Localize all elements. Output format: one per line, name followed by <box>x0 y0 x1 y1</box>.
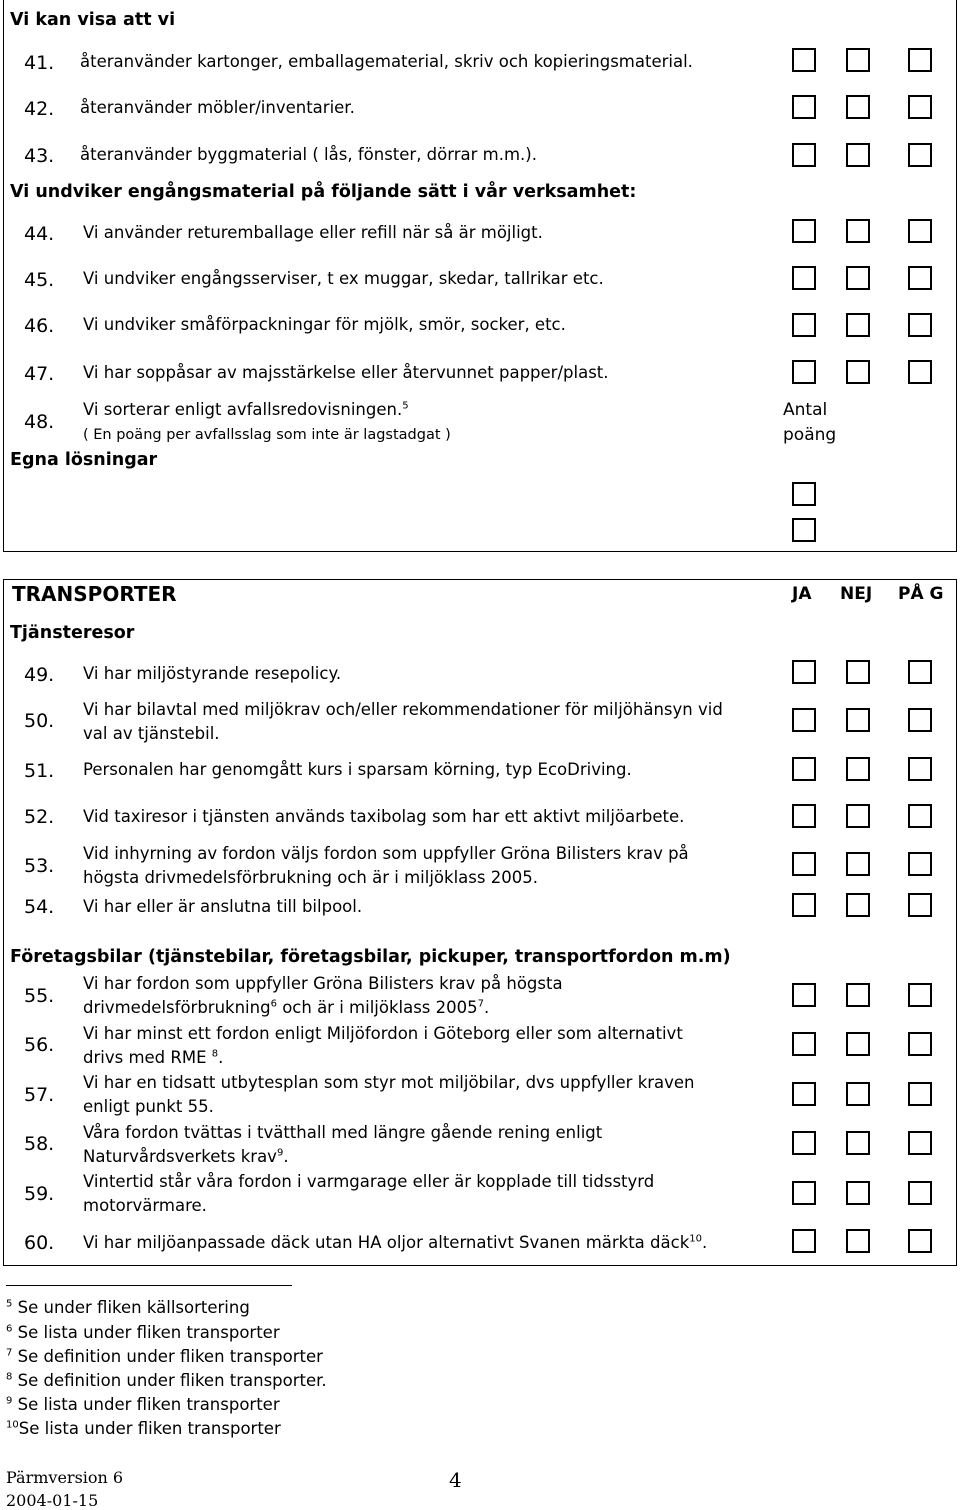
footnote-ref: 6 <box>270 998 277 1010</box>
checkbox-nej[interactable] <box>846 893 870 917</box>
checkbox-nej[interactable] <box>846 360 870 384</box>
checkbox-nej[interactable] <box>846 1032 870 1056</box>
footnote-text: Se under fliken källsortering <box>12 1298 250 1317</box>
item-text: Vi har fordon som uppfyller Gröna Bilisters krav på högsta <box>83 974 563 993</box>
points-label: poäng <box>783 425 837 445</box>
text-part: . <box>702 1233 708 1252</box>
item-number: 60. <box>24 1232 55 1254</box>
checkbox-pa-g[interactable] <box>908 983 932 1007</box>
footnote-text: Se lista under fliken transporter <box>12 1395 280 1414</box>
checkbox-nej[interactable] <box>846 1181 870 1205</box>
checkbox-pa-g[interactable] <box>908 757 932 781</box>
item-number: 56. <box>24 1034 55 1056</box>
item-number: 47. <box>24 363 55 385</box>
item-text: Personalen har genomgått kurs i sparsam körning, typ EcoDriving. <box>83 760 632 779</box>
item-number: 45. <box>24 269 55 291</box>
text-part: drivmedelsförbrukning <box>83 998 271 1017</box>
checkbox-pa-g[interactable] <box>908 1229 932 1253</box>
checkbox-ja[interactable] <box>792 708 816 732</box>
column-header-ja: JA <box>792 584 812 604</box>
checkbox-ja[interactable] <box>792 360 816 384</box>
item-number: 50. <box>24 710 55 732</box>
checkbox-pa-g[interactable] <box>908 1032 932 1056</box>
checkbox-ja[interactable] <box>792 804 816 828</box>
text-part: . <box>484 998 490 1017</box>
text-part: Naturvårdsverkets krav <box>83 1147 277 1166</box>
checkbox-ja[interactable] <box>792 893 816 917</box>
item-number: 46. <box>24 315 55 337</box>
text-part: . <box>283 1147 289 1166</box>
item-text: högsta drivmedelsförbrukning och är i miljöklass 2005. <box>83 868 538 887</box>
item-text: Vi har minst ett fordon enligt Miljöfordon i Göteborg eller som alternativt <box>83 1024 683 1043</box>
points-label: Antal <box>783 400 828 420</box>
checkbox-ja[interactable] <box>792 95 816 119</box>
checkbox-pa-g[interactable] <box>908 1181 932 1205</box>
item-number: 53. <box>24 855 55 877</box>
checkbox-pa-g[interactable] <box>908 266 932 290</box>
checkbox-pa-g[interactable] <box>908 893 932 917</box>
checkbox-ja[interactable] <box>792 852 816 876</box>
footnote-number: 6 <box>6 1323 13 1335</box>
checkbox-ja[interactable] <box>792 1032 816 1056</box>
checkbox-pa-g[interactable] <box>908 95 932 119</box>
checkbox-nej[interactable] <box>846 266 870 290</box>
checkbox-ja[interactable] <box>792 1181 816 1205</box>
checkbox-nej[interactable] <box>846 219 870 243</box>
footnote-ref: 5 <box>402 400 409 412</box>
item-number: 44. <box>24 223 55 245</box>
checkbox-nej[interactable] <box>846 804 870 828</box>
footnote-ref: 10 <box>689 1233 702 1245</box>
item-text <box>83 398 409 422</box>
subheading: Företagsbilar (tjänstebilar, företagsbilar, pickuper, transportfordon m.m) <box>10 947 731 967</box>
item-text: Vi har en tidsatt utbytesplan som styr mot miljöbilar, dvs uppfyller kraven <box>83 1073 695 1092</box>
text-part: drivs med RME <box>83 1048 212 1067</box>
item-number: 54. <box>24 896 55 918</box>
item-text <box>83 1231 707 1255</box>
footnote-ref: 7 <box>477 998 485 1010</box>
item-number: 41. <box>24 52 55 74</box>
item-text: Vi använder returemballage eller refill när så är möjligt. <box>83 223 543 242</box>
checkbox-ja[interactable] <box>792 143 816 167</box>
item-text: Vintertid står våra fordon i varmgarage eller är kopplade till tidsstyrd <box>83 1172 655 1191</box>
checkbox-pa-g[interactable] <box>908 708 932 732</box>
checkbox-pa-g[interactable] <box>908 660 932 684</box>
item-number: 43. <box>24 145 55 167</box>
section-heading: TRANSPORTER <box>12 582 177 606</box>
checkbox-own-solution[interactable] <box>792 482 816 506</box>
checkbox-nej[interactable] <box>846 48 870 72</box>
column-header-pa-g: PÅ G <box>898 584 944 604</box>
version-label: Pärmversion 6 <box>6 1468 124 1487</box>
checkbox-pa-g[interactable] <box>908 48 932 72</box>
footnote-text: Se definition under fliken transporter <box>12 1347 323 1366</box>
footnote-number: 8 <box>6 1371 13 1383</box>
checkbox-ja[interactable] <box>792 219 816 243</box>
item-number: 48. <box>24 411 55 433</box>
item-text: Vi undviker småförpackningar för mjölk, smör, socker, etc. <box>83 315 566 334</box>
text-part: och är i miljöklass 2005 <box>276 998 478 1017</box>
date-label: 2004-01-15 <box>6 1491 99 1510</box>
checkbox-ja[interactable] <box>792 313 816 337</box>
checkbox-pa-g[interactable] <box>908 804 932 828</box>
text-part: . <box>218 1048 224 1067</box>
checkbox-nej[interactable] <box>846 1131 870 1155</box>
checkbox-ja[interactable] <box>792 1082 816 1106</box>
checkbox-nej[interactable] <box>846 660 870 684</box>
footnote-number: 7 <box>6 1347 13 1359</box>
text-part: Vi har miljöanpassade däck utan HA oljor alternativt Svanen märkta däck <box>83 1233 690 1252</box>
checkbox-nej[interactable] <box>846 1229 870 1253</box>
checkbox-ja[interactable] <box>792 660 816 684</box>
item-text: Vid taxiresor i tjänsten används taxibolag som har ett aktivt miljöarbete. <box>83 807 685 826</box>
section-heading: Vi kan visa att vi <box>10 10 176 30</box>
footnote <box>6 1419 281 1438</box>
checkbox-ja[interactable] <box>792 266 816 290</box>
item-number: 57. <box>24 1084 55 1106</box>
checkbox-own-solution[interactable] <box>792 518 816 542</box>
footnote <box>6 1323 280 1342</box>
item-text-line: Vi sorterar enligt avfallsredovisningen. <box>83 400 403 419</box>
checkbox-ja[interactable] <box>792 757 816 781</box>
footnote-text: Se lista under fliken transporter <box>12 1323 280 1342</box>
checkbox-pa-g[interactable] <box>908 143 932 167</box>
checkbox-nej[interactable] <box>846 708 870 732</box>
checkbox-pa-g[interactable] <box>908 219 932 243</box>
checkbox-ja[interactable] <box>792 1131 816 1155</box>
checkbox-nej[interactable] <box>846 313 870 337</box>
item-text: Vid inhyrning av fordon väljs fordon som uppfyller Gröna Bilisters krav på <box>83 844 689 863</box>
subheading: Tjänsteresor <box>10 623 135 643</box>
checkbox-nej[interactable] <box>846 852 870 876</box>
checkbox-nej[interactable] <box>846 143 870 167</box>
checkbox-ja[interactable] <box>792 1229 816 1253</box>
item-number: 58. <box>24 1133 55 1155</box>
footnote-text: Se lista under fliken transporter <box>18 1419 281 1438</box>
item-text: Vi har bilavtal med miljökrav och/eller rekommendationer för miljöhänsyn vid <box>83 700 723 719</box>
subheading: Vi undviker engångsmaterial på följande sätt i vår verksamhet: <box>10 182 637 202</box>
item-text: återanvänder byggmaterial ( lås, fönster, dörrar m.m.). <box>80 145 537 164</box>
item-text <box>83 1046 223 1070</box>
item-number: 59. <box>24 1183 55 1205</box>
item-text: Vi har miljöstyrande resepolicy. <box>83 664 342 683</box>
checkbox-ja[interactable] <box>792 48 816 72</box>
item-text: återanvänder kartonger, emballagematerial, skriv och kopieringsmaterial. <box>80 52 693 71</box>
item-number: 51. <box>24 760 55 782</box>
footnote-separator <box>6 1285 292 1286</box>
footnote-number: 9 <box>6 1395 13 1407</box>
item-text: motorvärmare. <box>83 1196 207 1215</box>
column-header-nej: NEJ <box>840 584 873 604</box>
item-text <box>83 1145 289 1169</box>
checkbox-pa-g[interactable] <box>908 360 932 384</box>
footnote <box>6 1395 280 1414</box>
item-number: 52. <box>24 806 55 828</box>
checkbox-nej[interactable] <box>846 757 870 781</box>
item-note: ( En poäng per avfallsslag som inte är lagstadgat ) <box>83 427 451 443</box>
item-text: Våra fordon tvättas i tvätthall med längre gående rening enligt <box>83 1123 603 1142</box>
checkbox-nej[interactable] <box>846 983 870 1007</box>
checkbox-pa-g[interactable] <box>908 1131 932 1155</box>
checkbox-ja[interactable] <box>792 983 816 1007</box>
footnote-text: Se definition under fliken transporter. <box>12 1371 327 1390</box>
item-text: återanvänder möbler/inventarier. <box>80 98 355 117</box>
egna-losningar-heading: Egna lösningar <box>10 450 158 470</box>
item-number: 49. <box>24 664 55 686</box>
checkbox-nej[interactable] <box>846 1082 870 1106</box>
footnote <box>6 1371 327 1390</box>
item-number: 42. <box>24 98 55 120</box>
item-text <box>83 996 489 1020</box>
footnote <box>6 1347 323 1366</box>
checkbox-nej[interactable] <box>846 95 870 119</box>
item-text: enligt punkt 55. <box>83 1097 214 1116</box>
item-text: Vi har eller är anslutna till bilpool. <box>83 897 363 916</box>
footnote-number: 10 <box>6 1419 19 1431</box>
footnote <box>6 1298 250 1317</box>
checkbox-pa-g[interactable] <box>908 313 932 337</box>
checkbox-pa-g[interactable] <box>908 1082 932 1106</box>
page-number: 4 <box>449 1468 462 1492</box>
footnote-number: 5 <box>6 1298 13 1310</box>
item-text: Vi har soppåsar av majsstärkelse eller återvunnet papper/plast. <box>83 363 609 382</box>
checkbox-pa-g[interactable] <box>908 852 932 876</box>
item-text: Vi undviker engångsserviser, t ex muggar, skedar, tallrikar etc. <box>83 269 604 288</box>
footnote-ref: 8 <box>211 1048 219 1060</box>
footnote-ref: 9 <box>276 1147 284 1159</box>
item-text: val av tjänstebil. <box>83 724 220 743</box>
item-number: 55. <box>24 985 55 1007</box>
